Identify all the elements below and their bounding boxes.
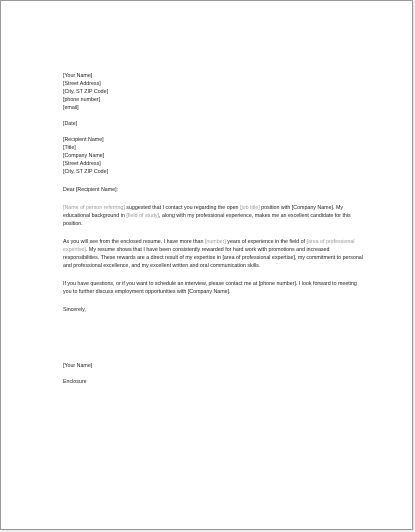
sender-city: [City, ST ZIP Code]: [63, 89, 109, 95]
closing: Sincerely,: [63, 307, 86, 313]
letter-body: [63, 72, 363, 386]
sender-email: [email]: [63, 105, 79, 111]
sender-address: [63, 72, 363, 112]
paragraph-experience: As you will see from the enclosed resume, I have more than [number] years of experience in the field of [area of professional expertise]. My resume shows that I have been consistently rewarded for hard work with promotions and increased responsibilities. These rewards are a direct result of my expertise in [area of professional expertise], my commitment to personal and professional excellence, and my excellent written and oral communication skills.: [63, 239, 363, 269]
sender-street: [Street Address]: [63, 81, 101, 87]
placeholder-expertise: [area of professional expertise]: [63, 239, 355, 253]
placeholder-number: [number]: [204, 239, 226, 245]
placeholder-job-title: [job title]: [239, 205, 260, 211]
sender-name: [Your Name]: [63, 73, 93, 79]
salutation: Dear [Recipient Name]:: [63, 187, 119, 193]
recipient-title: [Title]: [63, 145, 76, 151]
paragraph-introduction: [Name of person referring] suggested that I contact you regarding the open [job title] position with [Company Name]. My educational background in [field of study], along with my professional experience, makes me an excellent candidate for this position.: [63, 205, 351, 227]
recipient-address: [63, 136, 363, 176]
recipient-street: [Street Address]: [63, 161, 101, 167]
sender-phone: [phone number]: [63, 97, 101, 103]
recipient-company: [Company Name]: [63, 153, 105, 159]
recipient-city: [City, ST ZIP Code]: [63, 169, 109, 175]
placeholder-field-of-study: [field of study]: [126, 213, 160, 219]
paragraph-contact: If you have questions, or if you want to schedule an interview, please contact me at [phone number]. I look forward to meeting you to further discuss employment opportunities with [Company Name].: [63, 281, 357, 295]
letter-date: [Date]: [63, 121, 78, 127]
enclosure-note: Enclosure: [63, 379, 87, 385]
placeholder-referrer: [Name of person referring]: [63, 205, 125, 211]
signature-name: [Your Name]: [63, 363, 93, 369]
recipient-name: [Recipient Name]: [63, 137, 104, 143]
